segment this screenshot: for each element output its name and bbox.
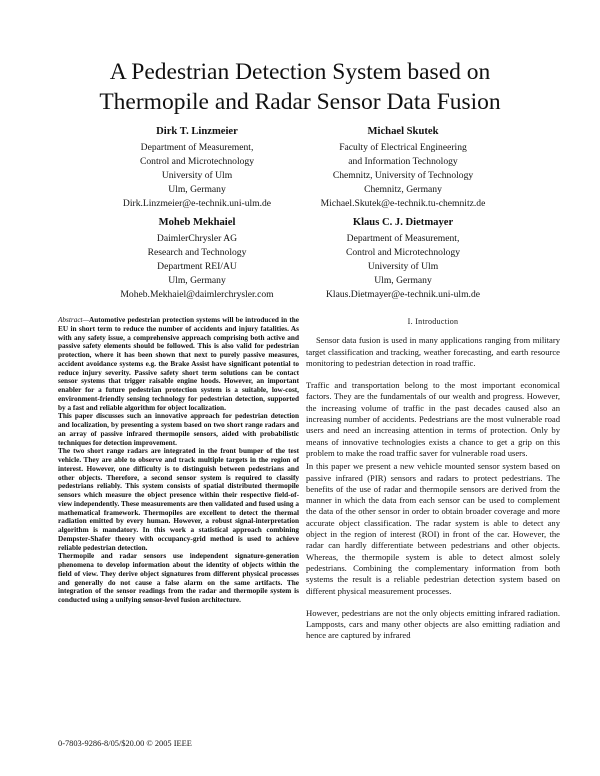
author-affiliation-line: Ulm, Germany	[168, 275, 226, 286]
author-affiliation-line: Control and Microtechnology	[345, 247, 461, 258]
author-affiliation-line: Department of Measurement,	[140, 142, 254, 153]
title-line-1: A Pedestrian Detection System based on	[109, 59, 491, 85]
abstract-paragraph: Thermopile and radar sensors use independent signature-generation phenomena to develop information about the identity of objects within the field of view. They derive object signatures from different physical processes and generally do not cause a false alarm on the same artifacts. The integration of the sensor readings from the radar and thermopile system is conducted using a unifying sensor-level fusion architecture.	[58, 552, 299, 604]
author-email: Klaus.Dietmayer@e-technik.uni-ulm.de	[325, 289, 481, 300]
author-email: Michael.Skutek@e-technik.tu-chemnitz.de	[320, 198, 486, 209]
author-name: Klaus C. J. Dietmayer	[352, 217, 454, 228]
body-paragraph: In this paper we present a new vehicle mounted sensor system based on passive infrared (PIR) sensors and radars to protect pedestrians. The benefits of the use of radar and thermopile sensors are derived from the manner in which the data from each sensor can be used to complement the data of the other sensor in order to obtain broader coverage and more accurate object classification. The radar system is able to detect any object in the region of interest (ROI) in front of the car. However, the radar can hardly differentiate between pedestrians and other objects. Whereas, the thermopile system is able to detect almost solely pedestrians. Combining the complementary information from both systems the result is a reliable pedestrian detection system based on different physical measurement processes.	[306, 461, 560, 596]
author-affiliation-line: Control and Microtechnology	[139, 156, 255, 167]
author-block-mekhaiel	[77, 216, 317, 302]
author-block-skutek	[283, 125, 523, 211]
author-affiliation-line: Faculty of Electrical Engineering	[339, 142, 467, 153]
body-paragraph: However, pedestrians are not the only objects emitting infrared radiation. Lampposts, cars and many other objects are also emitting radiation and hence are captured by infrared	[306, 607, 560, 641]
copyright-notice: 0-7803-9286-8/05/$20.00 © 2005 IEEE	[58, 739, 192, 748]
author-affiliation-line: Department REI/AU	[157, 261, 237, 272]
author-affiliation-line: University of Ulm	[367, 261, 439, 272]
section-heading: I. Introduction	[407, 317, 459, 326]
body-paragraph: Traffic and transportation belong to the most important economical factors. They are the fundamentals of our wealth and progress. However, the increasing volume of traffic in the past decades caused also an increasing number of accidents. Pedestrians are the most vulnerable road users and need an increasing attention in terms of protection. Only by means of innovative technologies exists a chance to get a grip on this problem to make the road traffic saver for vulnerable road users.	[306, 380, 560, 458]
author-affiliation-line: University of Ulm	[161, 170, 233, 181]
author-name: Dirk T. Linzmeier	[156, 126, 238, 137]
abstract-paragraph: Abstract—Automotive pedestrian protection systems will be introduced in the EU in short term to reduce the number of accidents and injury fatalities. As with any safety issue, a comprehensive approach comprising both active and passive safety elements should be followed. This is also valid for pedestrian protection, where it has been shown that next to purely passive measures, accident avoidance systems e.g. the Brake Assist have significant potential to reduce injury severity. Passive safety short term solutions can be contact sensor systems that trigger raisable engine hoods. However, an important enabler for a future pedestrian protection system is a suitable, low-cost, environment-friendly sensing technology for pedestrian detection, supported by a fast and reliable algorithm for object localization.	[58, 316, 299, 412]
author-name: Moheb Mekhaiel	[158, 217, 236, 228]
author-email: Dirk.Linzmeier@e-technik.uni-ulm.de	[122, 198, 272, 209]
author-name: Michael Skutek	[367, 126, 439, 137]
abstract	[58, 316, 299, 605]
author-affiliation-line: Department of Measurement,	[346, 233, 460, 244]
author-affiliation-line: DaimlerChrysler AG	[156, 233, 238, 244]
abstract-paragraph: This paper discusses such an innovative approach for pedestrian detection and localization, by presenting a system based on two short range radars and an array of passive infrared thermopile sensors, aided with probabilistic techniques for detection improvement.	[58, 412, 299, 447]
abstract-text: Automotive pedestrian protection systems will be introduced in the EU in short term to reduce the number of accidents and injury fatalities. As with any safety issue, a comprehensive approach comprising both active and passive safety elements should be followed. This is also valid for pedestrian protection, where it has been shown that next to purely passive measures, accident avoidance systems e.g. the Brake Assist have significant potential to reduce injury severity. Passive safety short term solutions can be contact sensor systems that trigger raisable engine hoods. However, an important enabler for a future pedestrian protection system is a suitable, low-cost, environment-friendly sensing technology for pedestrian detection, supported by a fast and reliable algorithm for object localization.	[58, 316, 299, 412]
title-line-2: Thermopile and Radar Sensor Data Fusion	[99, 89, 501, 115]
introduction-section	[306, 316, 560, 642]
author-affiliation-line: and Information Technology	[348, 156, 458, 167]
author-block-dietmayer	[283, 216, 523, 302]
author-affiliation-line: Research and Technology	[147, 247, 247, 258]
author-affiliation-line: Chemnitz, University of Technology	[332, 170, 474, 181]
author-affiliation-line: Ulm, Germany	[168, 184, 226, 195]
author-affiliation-line: Ulm, Germany	[374, 275, 432, 286]
body-paragraph: Sensor data fusion is used in many applications ranging from military target classification and tracking, weather forecasting, and earth resource monitoring to pedestrian detection in road traffic.	[306, 335, 560, 368]
abstract-paragraph: The two short range radars are integrated in the front bumper of the test vehicle. They are able to observe and track multiple targets in the region of interest. However, one difficulty is to distinguish between pedestrians and other objects. Therefore, a second sensor system is required to classify pedestrians reliably. This system consists of spatial distributed thermopile sensors which measure the object presence within their respective field-of-view independently. These measurements are then validated and fused using a mathematical framework. Thermopiles are excellent to detect the thermal radiation emitted by every human. However, a robust signal-interpretation algorithm is mandatory. In this work a statistical approach combining Dempster-Shafer theory with occupancy-grid method is used to achieve reliable pedestrian detection.	[58, 447, 299, 552]
author-block-linzmeier	[77, 125, 317, 211]
author-email: Moheb.Mekhaiel@daimlerchrysler.com	[120, 289, 274, 300]
abstract-label: Abstract	[58, 316, 83, 324]
paper-title	[40, 57, 560, 117]
author-affiliation-line: Chemnitz, Germany	[364, 184, 442, 195]
